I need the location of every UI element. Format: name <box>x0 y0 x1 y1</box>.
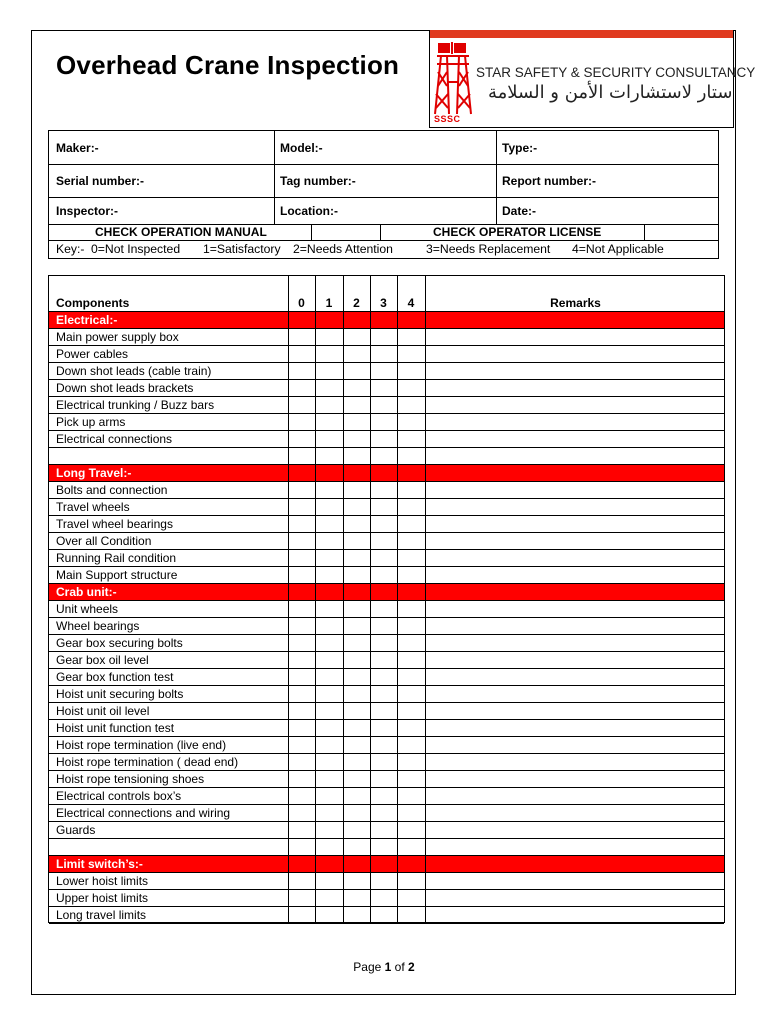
section-title: Limit switch’s:- <box>56 857 143 871</box>
table-row[interactable] <box>49 567 724 584</box>
col-divider <box>288 276 289 922</box>
row-divider <box>49 197 718 198</box>
component-label: Electrical connections and wiring <box>56 806 231 820</box>
table-row[interactable] <box>49 499 724 516</box>
table-row[interactable] <box>49 822 724 839</box>
checks-row <box>48 225 719 241</box>
table-row[interactable] <box>49 703 724 720</box>
table-row[interactable] <box>49 771 724 788</box>
component-label: Running Rail condition <box>56 551 177 565</box>
key-item: 3=Needs Replacement <box>426 242 551 256</box>
col-divider <box>343 276 344 922</box>
logo-stripe <box>430 30 733 38</box>
row-divider <box>49 164 718 165</box>
components-header: Components <box>56 296 130 310</box>
section-header-row <box>49 312 724 329</box>
company-name-arabic: ستار لاستشارات الأمن و السلامة <box>488 82 733 103</box>
rating-key <box>48 241 719 259</box>
company-logo <box>429 30 756 128</box>
type-field[interactable]: Type:- <box>502 141 538 155</box>
page-of: of <box>394 960 405 974</box>
location-field[interactable]: Location:- <box>280 204 338 218</box>
component-label: Lower hoist limits <box>56 874 149 888</box>
table-row[interactable] <box>49 907 724 924</box>
date-field[interactable]: Date:- <box>502 204 537 218</box>
col-divider <box>397 276 398 922</box>
logo-stripe-gap <box>430 38 733 40</box>
company-name-english: STAR SAFETY & SECURITY CONSULTANCY <box>476 65 756 80</box>
key-item: 0=Not Inspected <box>91 242 181 256</box>
component-label: Wheel bearings <box>56 619 140 633</box>
model-field[interactable]: Model:- <box>280 141 323 155</box>
col-divider <box>370 276 371 922</box>
section-title: Long Travel:- <box>56 466 132 480</box>
component-label: Travel wheels <box>56 500 130 514</box>
table-row[interactable] <box>49 754 724 771</box>
logo-abbreviation: SSSC <box>434 114 461 124</box>
key-item: 4=Not Applicable <box>572 242 664 256</box>
rating-header-4: 4 <box>407 296 415 310</box>
component-label: Unit wheels <box>56 602 119 616</box>
col-divider <box>425 276 426 922</box>
section-header-row <box>49 584 724 601</box>
table-row[interactable] <box>49 550 724 567</box>
key-item: 2=Needs Attention <box>293 242 393 256</box>
component-label: Long travel limits <box>56 908 147 922</box>
component-label: Hoist unit function test <box>56 721 175 735</box>
tag-number-field[interactable]: Tag number:- <box>280 174 356 188</box>
component-label: Electrical trunking / Buzz bars <box>56 398 215 412</box>
inspector-field[interactable]: Inspector:- <box>56 204 119 218</box>
report-number-field[interactable]: Report number:- <box>502 174 596 188</box>
component-label: Hoist rope termination (live end) <box>56 738 227 752</box>
inspection-table <box>48 275 725 923</box>
page-current: 1 <box>384 960 392 974</box>
table-row[interactable] <box>49 329 724 346</box>
key-item: 1=Satisfactory <box>203 242 281 256</box>
page-prefix: Page <box>353 960 382 974</box>
component-label: Travel wheel bearings <box>56 517 173 531</box>
table-row[interactable] <box>49 652 724 669</box>
component-label: Upper hoist limits <box>56 891 149 905</box>
table-header-row <box>49 276 724 312</box>
check-operator-license-label: CHECK OPERATOR LICENSE <box>433 225 602 239</box>
table-row[interactable] <box>49 448 724 465</box>
table-row[interactable] <box>49 346 724 363</box>
page-title: Overhead Crane Inspection <box>56 50 400 80</box>
component-label: Power cables <box>56 347 129 361</box>
col-divider <box>644 225 645 240</box>
component-label: Electrical controls box’s <box>56 789 182 803</box>
page-total: 2 <box>408 960 415 974</box>
rating-header-3: 3 <box>380 296 387 310</box>
component-label: Hoist rope termination ( dead end) <box>56 755 239 769</box>
serial-number-field[interactable]: Serial number:- <box>56 174 145 188</box>
table-row[interactable] <box>49 618 724 635</box>
component-label: Bolts and connection <box>56 483 168 497</box>
section-header-row <box>49 856 724 873</box>
table-row[interactable] <box>49 737 724 754</box>
oil-rig-icon <box>433 42 473 124</box>
equipment-info-table <box>48 130 719 225</box>
component-label: Electrical connections <box>56 432 173 446</box>
component-label: Main power supply box <box>56 330 179 344</box>
component-label: Down shot leads (cable train) <box>56 364 212 378</box>
col-divider <box>380 225 381 240</box>
table-row[interactable] <box>49 720 724 737</box>
component-label: Over all Condition <box>56 534 152 548</box>
component-label: Down shot leads brackets <box>56 381 194 395</box>
table-row[interactable] <box>49 380 724 397</box>
table-row[interactable] <box>49 805 724 822</box>
table-row[interactable] <box>49 873 724 890</box>
section-title: Electrical:- <box>56 313 118 327</box>
component-label: Pick up arms <box>56 415 126 429</box>
table-row[interactable] <box>49 890 724 907</box>
table-row[interactable] <box>49 397 724 414</box>
col-divider <box>315 276 316 922</box>
page-number <box>0 960 768 974</box>
table-row[interactable] <box>49 788 724 805</box>
section-header-row <box>49 465 724 482</box>
component-label: Gear box oil level <box>56 653 149 667</box>
component-label: Hoist unit securing bolts <box>56 687 184 701</box>
table-row[interactable] <box>49 601 724 618</box>
component-label: Hoist rope tensioning shoes <box>56 772 205 786</box>
component-label: Gear box securing bolts <box>56 636 183 650</box>
component-label: Guards <box>56 823 96 837</box>
key-label: Key:- <box>56 242 85 256</box>
table-row[interactable] <box>49 533 724 550</box>
table-row[interactable] <box>49 363 724 380</box>
rating-header-1: 1 <box>325 296 333 310</box>
table-row[interactable] <box>49 414 724 431</box>
col-divider <box>274 131 275 224</box>
rating-header-2: 2 <box>353 296 360 310</box>
table-row[interactable] <box>49 431 724 448</box>
col-divider <box>496 131 497 224</box>
component-label: Gear box function test <box>56 670 174 684</box>
table-row[interactable] <box>49 839 724 856</box>
col-divider <box>311 225 312 240</box>
component-label: Main Support structure <box>56 568 178 582</box>
remarks-header: Remarks <box>550 296 601 310</box>
maker-field[interactable]: Maker:- <box>56 141 99 155</box>
table-row[interactable] <box>49 635 724 652</box>
component-label: Hoist unit oil level <box>56 704 150 718</box>
table-row[interactable] <box>49 516 724 533</box>
table-row[interactable] <box>49 669 724 686</box>
table-row[interactable] <box>49 686 724 703</box>
check-operation-manual-label: CHECK OPERATION MANUAL <box>95 225 267 239</box>
rating-header-0: 0 <box>298 296 305 310</box>
section-title: Crab unit:- <box>56 585 117 599</box>
table-row[interactable] <box>49 482 724 499</box>
